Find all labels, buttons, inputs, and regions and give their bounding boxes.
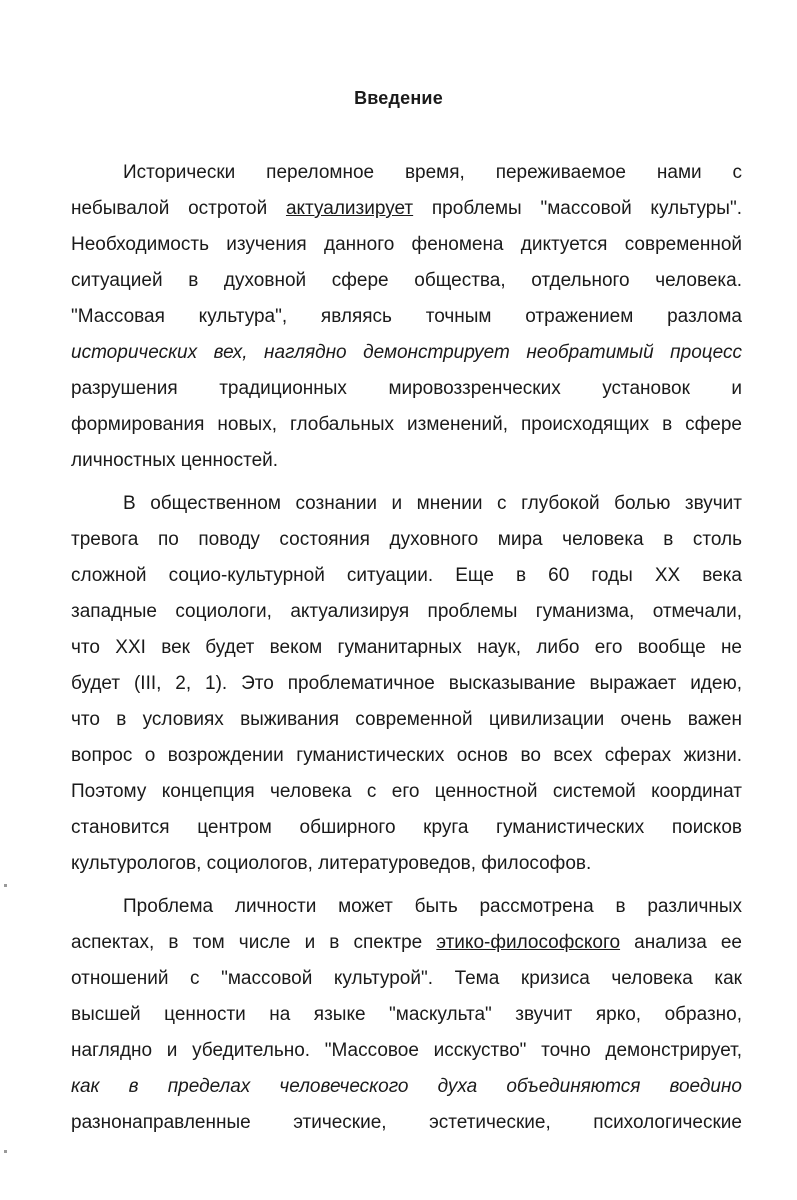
text-run: аспектах, в том числе и в спектре	[71, 932, 437, 953]
paragraph-2-line-7: что в условиях выживания современной цивилизации очень важен	[71, 709, 742, 730]
paragraph-1-line-2	[71, 191, 742, 227]
underlined-word: этико-философского	[436, 932, 621, 953]
paragraph-1-line-7: разрушения традиционных мировоззренческих установок и	[71, 378, 742, 399]
paragraph-spacer	[71, 479, 742, 486]
paragraph-2-line-11: культурологов, социологов, литературоведов, философов.	[71, 853, 592, 874]
paragraph-1-line-5: "Массовая культура", являясь точным отражением разлома	[71, 306, 742, 327]
paragraph-2-line-6: будет (III, 2, 1). Это проблематичное высказывание выражает идею,	[71, 673, 742, 694]
text-run: небывалой остротой	[71, 198, 286, 219]
paragraph-3-line-2	[71, 925, 742, 961]
scan-speck	[4, 1150, 7, 1153]
paragraph-1-line-4: ситуацией в духовной сфере общества, отдельного человека.	[71, 270, 742, 291]
paragraph-2-line-5: что XXI век будет веком гуманитарных наук, либо его вообще не	[71, 637, 742, 658]
paragraph-2-line-2: тревога по поводу состояния духовного мира человека в столь	[71, 529, 742, 550]
underlined-word: актуализирует	[285, 198, 414, 219]
paragraph-3-line-4: высшей ценности на языке "маскульта" звучит ярко, образно,	[71, 1004, 742, 1025]
paragraph-3-line-3: отношений с "массовой культурой". Тема кризиса человека как	[71, 968, 742, 989]
body-text	[71, 155, 742, 1141]
paragraph-spacer	[71, 882, 742, 889]
scan-speck	[4, 884, 7, 887]
paragraph-2-line-10: становится центром обширного круга гуманистических поисков	[71, 817, 742, 838]
paragraph-3-line-6: как в пределах человеческого духа объединяются воедино	[71, 1076, 742, 1097]
paragraph-1-line-1: Исторически переломное время, переживаемое нами с	[123, 162, 742, 183]
paragraph-2-line-9: Поэтому концепция человека с его ценностной системой координат	[71, 781, 742, 802]
text-run: анализа ее	[620, 932, 742, 953]
paragraph-3-line-1: Проблема личности может быть рассмотрена в различных	[123, 896, 742, 917]
paragraph-3-line-7: разнонаправленные этические, эстетические, психологические	[71, 1112, 742, 1133]
paragraph-2-line-3: сложной социо-культурной ситуации. Еще в 60 годы XX века	[71, 565, 742, 586]
paragraph-1-line-3: Необходимость изучения данного феномена диктуется современной	[71, 234, 742, 255]
paragraph-2-line-8: вопрос о возрождении гуманистических основ во всех сферах жизни.	[71, 745, 742, 766]
paragraph-1-line-6: исторических вех, наглядно демонстрирует необратимый процесс	[71, 342, 742, 363]
page-title: Введение	[354, 88, 443, 108]
text-run: проблемы "массовой культуры".	[413, 198, 742, 219]
paragraph-2-line-1: В общественном сознании и мнении с глубокой болью звучит	[123, 493, 742, 514]
paragraph-1-line-9: личностных ценностей.	[71, 450, 279, 471]
paragraph-2-line-4: западные социологи, актуализируя проблемы гуманизма, отмечали,	[71, 601, 742, 622]
paragraph-3-line-5: наглядно и убедительно. "Массовое исскуство" точно демонстрирует,	[71, 1040, 742, 1061]
paragraph-1-line-8: формирования новых, глобальных изменений, происходящих в сфере	[71, 414, 742, 435]
